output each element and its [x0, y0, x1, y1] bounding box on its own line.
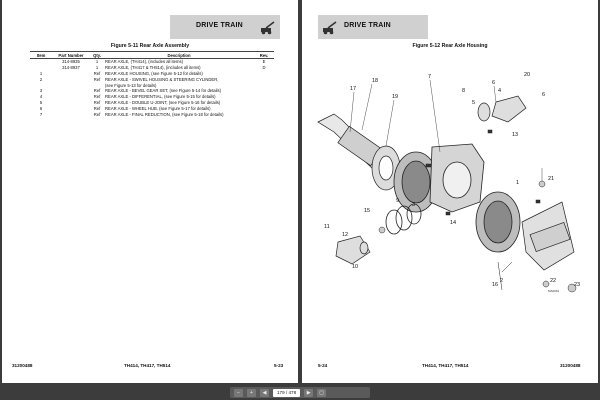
section-title: DRIVE TRAIN — [344, 22, 391, 29]
callout-label: 17 — [350, 86, 357, 92]
drawing-code: MA0061 — [548, 289, 560, 293]
callout-label: 3 — [412, 202, 416, 208]
prev-page-icon[interactable]: ◀ — [260, 389, 269, 397]
row-item: 2 — [39, 76, 43, 82]
callout-label: 8 — [462, 88, 466, 94]
callout-label: 14 — [450, 220, 457, 226]
callout-label: 20 — [524, 72, 531, 78]
callout-label: 15 — [364, 208, 371, 214]
callout-label: 19 — [392, 94, 399, 100]
row-description: REAR AXLE - SWIVEL HOUSING & STEERING CYLINDER, — [105, 76, 219, 82]
row-qty: Ref — [93, 88, 101, 94]
center-housing — [430, 144, 484, 212]
row-item: 4 — [39, 94, 43, 100]
telehandler-icon — [260, 19, 276, 35]
right-page — [302, 0, 598, 383]
next-page-icon[interactable]: ▶ — [304, 389, 313, 397]
footer-left: 5-24 — [318, 363, 328, 368]
row-rev: D — [262, 65, 266, 71]
figure-title: Figure 5-11 Rear Axle Assembly — [110, 43, 190, 49]
row-item: 5 — [39, 100, 43, 106]
callout-label: 18 — [372, 78, 379, 84]
col-header-rev: Rev. — [254, 52, 274, 59]
col-header-description: Description — [104, 52, 254, 59]
axle-arm-right — [522, 202, 574, 270]
row-rev: E — [262, 59, 266, 65]
callout-label: 22 — [550, 278, 557, 284]
row-part-number — [52, 111, 90, 117]
callout-label: 11 — [324, 224, 330, 230]
col-header-qty: Qty. — [90, 52, 104, 59]
col-header-item: Item — [30, 52, 52, 59]
row-item: 7 — [39, 111, 43, 117]
table-row — [30, 111, 274, 117]
row-qty: Ref — [93, 105, 101, 111]
section-header — [318, 15, 428, 39]
col-header-part-number: Part Number — [52, 52, 90, 59]
row-rev — [254, 111, 274, 117]
row-description: REAR AXLE, (TH414), (includes all items) — [105, 59, 183, 65]
row-description: REAR AXLE - DIFFERENTIAL, (see Figure 5-15 for details) — [105, 94, 216, 100]
row-part-number: 314-8937 — [62, 65, 80, 71]
row-description: REAR AXLE - FINAL REDUCTION, (see Figure 5-18 for details) — [105, 111, 224, 117]
footer-right: 5-23 — [274, 363, 284, 368]
callout-label: 16 — [492, 282, 499, 288]
parts-table-header — [30, 52, 274, 59]
callout-label: 6 — [542, 92, 546, 98]
row-description: REAR AXLE - DOUBLE U-JOINT, (see Figure 5-16 for details) — [105, 100, 221, 106]
row-part-number: 314-8935 — [62, 59, 80, 65]
callout-label: 2 — [500, 278, 504, 284]
left-page — [2, 0, 298, 383]
row-item: 1 — [39, 71, 43, 77]
telehandler-icon — [322, 19, 338, 35]
footer-center: TH414, TH417, TH514 — [124, 363, 171, 368]
row-description: REAR AXLE - BEVEL GEAR SET, (see Figure 5-14 for details) — [105, 88, 221, 94]
row-qty: Ref — [93, 111, 101, 117]
footer-left: 31200488 — [12, 363, 33, 368]
page-indicator[interactable]: 179 / 478 — [273, 389, 300, 397]
row-description: REAR AXLE HOUSING, (see Figure 5-12 for details) — [105, 71, 203, 77]
row-item: 6 — [39, 105, 43, 111]
row-qty: Ref — [93, 71, 101, 77]
bracket-upper-right — [478, 96, 526, 122]
row-description: (see Figure 5-13 for details) — [105, 82, 157, 88]
callout-label: 1 — [516, 180, 520, 186]
row-qty: Ref — [93, 100, 101, 106]
zoom-out-icon[interactable]: − — [234, 389, 243, 397]
row-description: REAR AXLE - WHEEL HUB, (see Figure 5-17 for details) — [105, 105, 211, 111]
callout-label: 13 — [512, 132, 519, 138]
section-title: DRIVE TRAIN — [196, 22, 243, 29]
callout-label: 9 — [396, 198, 400, 204]
row-description: REAR AXLE, (TH417 & TH514), (includes all items) — [105, 65, 201, 71]
footer-center: TH414, TH417, TH514 — [422, 363, 469, 368]
zoom-in-icon[interactable]: + — [247, 389, 256, 397]
callout-label: 5 — [472, 100, 476, 106]
parts-table — [30, 51, 274, 117]
bracket-lower-left — [336, 236, 370, 264]
row-item: 3 — [39, 88, 43, 94]
callout-label: 7 — [428, 74, 432, 80]
footer-right: 31200488 — [560, 363, 581, 368]
callout-label: 10 — [352, 264, 359, 270]
callout-label: 12 — [342, 232, 349, 238]
callout-label: 21 — [548, 176, 555, 182]
exploded-axle-diagram — [312, 52, 588, 302]
fit-page-icon[interactable]: ▢ — [317, 389, 326, 397]
callout-label: 4 — [498, 88, 502, 94]
row-qty: Ref — [93, 76, 101, 82]
viewer-toolbar — [230, 387, 370, 398]
row-qty: 1 — [95, 65, 99, 71]
housing-right — [476, 192, 520, 252]
callout-label: 23 — [574, 282, 581, 288]
callout-label: 6 — [492, 80, 496, 86]
section-header — [170, 15, 280, 39]
figure-title: Figure 5-12 Rear Axle Housing — [412, 43, 488, 49]
row-qty: 1 — [95, 59, 99, 65]
row-qty: Ref — [93, 94, 101, 100]
